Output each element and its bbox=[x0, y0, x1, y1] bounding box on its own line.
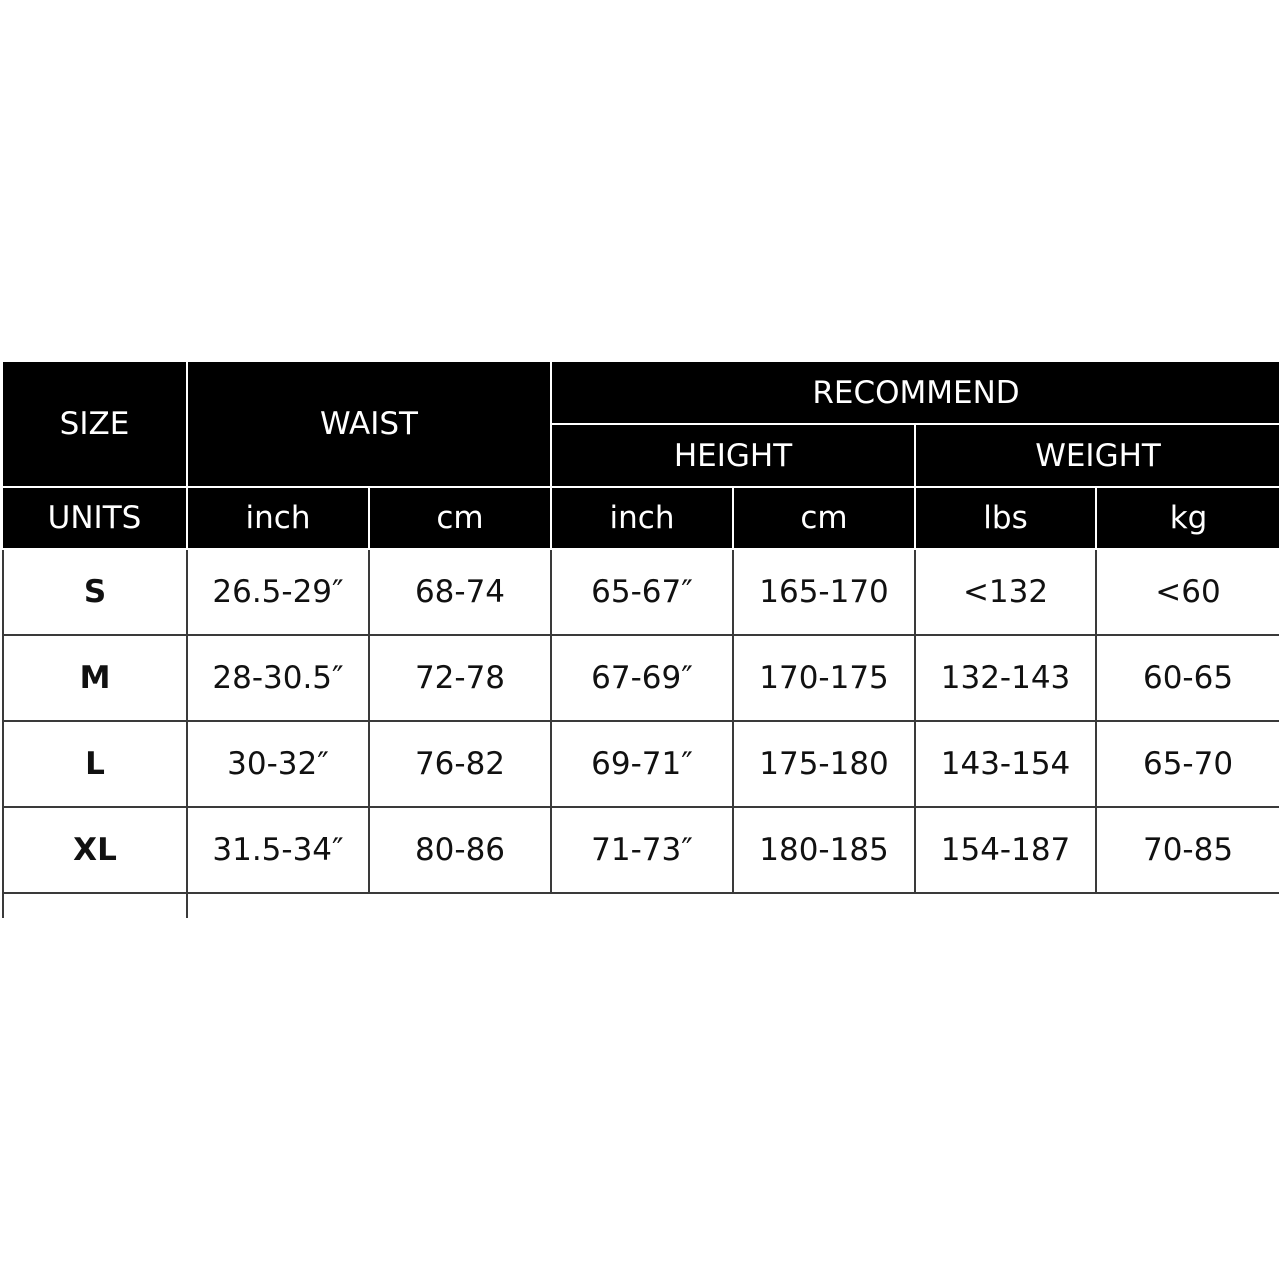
units-label: UNITS bbox=[3, 487, 187, 549]
weight-kg-unit: kg bbox=[1096, 487, 1279, 549]
recommend-header: RECOMMEND bbox=[551, 362, 1279, 424]
size-cell: S bbox=[3, 549, 187, 635]
waist-cm-cell: 76-82 bbox=[369, 721, 551, 807]
height-cm-cell: 170-175 bbox=[733, 635, 915, 721]
weight-header: WEIGHT bbox=[915, 424, 1279, 487]
waist-inch-cell: 30-32″ bbox=[187, 721, 369, 807]
weight-lbs-cell: 154-187 bbox=[915, 807, 1096, 893]
size-header: SIZE bbox=[3, 362, 187, 487]
waist-cm-cell: 80-86 bbox=[369, 807, 551, 893]
waist-inch-cell: 28-30.5″ bbox=[187, 635, 369, 721]
weight-kg-cell: 65-70 bbox=[1096, 721, 1279, 807]
waist-header: WAIST bbox=[187, 362, 551, 487]
table-row bbox=[3, 635, 1279, 721]
height-cm-cell: 175-180 bbox=[733, 721, 915, 807]
table-row bbox=[3, 549, 1279, 635]
height-cm-cell: 165-170 bbox=[733, 549, 915, 635]
height-cm-unit: cm bbox=[733, 487, 915, 549]
cropped-cell bbox=[187, 893, 1279, 918]
waist-inch-unit: inch bbox=[187, 487, 369, 549]
height-inch-cell: 67-69″ bbox=[551, 635, 733, 721]
cropped-row bbox=[3, 893, 1279, 918]
weight-lbs-cell: 132-143 bbox=[915, 635, 1096, 721]
waist-cm-unit: cm bbox=[369, 487, 551, 549]
waist-inch-cell: 31.5-34″ bbox=[187, 807, 369, 893]
waist-cm-cell: 72-78 bbox=[369, 635, 551, 721]
weight-lbs-cell: 143-154 bbox=[915, 721, 1096, 807]
size-cell: XL bbox=[3, 807, 187, 893]
height-inch-unit: inch bbox=[551, 487, 733, 549]
size-chart-table bbox=[2, 362, 1279, 918]
height-header: HEIGHT bbox=[551, 424, 915, 487]
height-inch-cell: 69-71″ bbox=[551, 721, 733, 807]
weight-lbs-unit: lbs bbox=[915, 487, 1096, 549]
height-inch-cell: 71-73″ bbox=[551, 807, 733, 893]
size-chart bbox=[2, 362, 1279, 918]
weight-kg-cell: 70-85 bbox=[1096, 807, 1279, 893]
table-row bbox=[3, 807, 1279, 893]
weight-kg-cell: <60 bbox=[1096, 549, 1279, 635]
height-inch-cell: 65-67″ bbox=[551, 549, 733, 635]
size-cell: M bbox=[3, 635, 187, 721]
weight-lbs-cell: <132 bbox=[915, 549, 1096, 635]
weight-kg-cell: 60-65 bbox=[1096, 635, 1279, 721]
waist-cm-cell: 68-74 bbox=[369, 549, 551, 635]
size-cell: L bbox=[3, 721, 187, 807]
cropped-cell bbox=[3, 893, 187, 918]
table-row bbox=[3, 721, 1279, 807]
height-cm-cell: 180-185 bbox=[733, 807, 915, 893]
waist-inch-cell: 26.5-29″ bbox=[187, 549, 369, 635]
